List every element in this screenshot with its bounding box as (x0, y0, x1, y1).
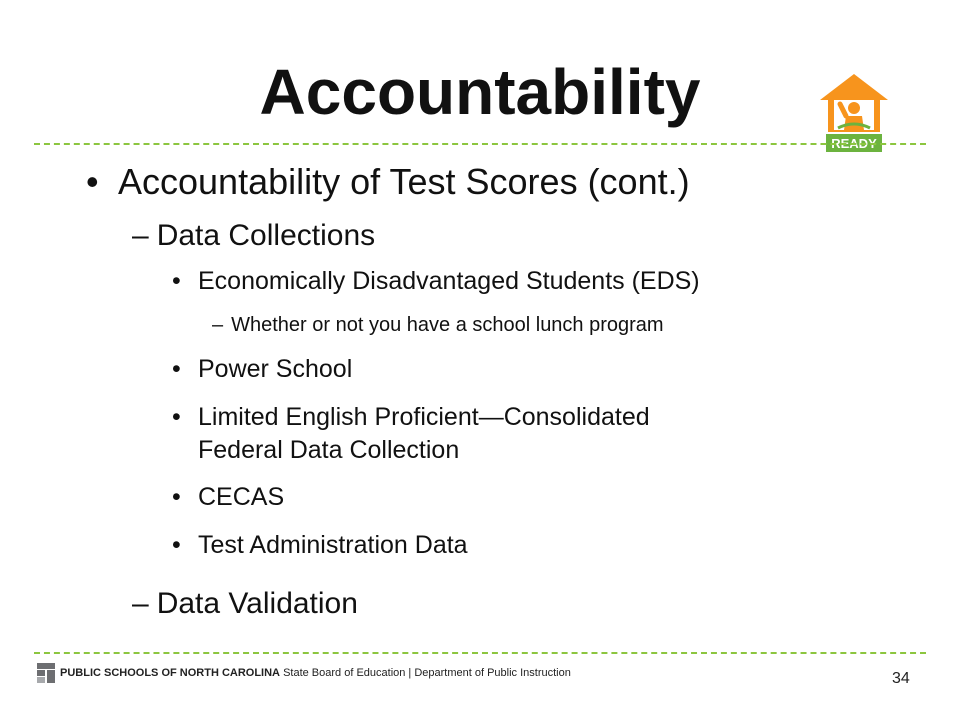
bullet-text: Test Administration Data (198, 531, 468, 559)
bullet-text: Accountability of Test Scores (cont.) (118, 161, 690, 202)
sub-item-text: Whether or not you have a school lunch program (231, 314, 664, 336)
slide-title: Accountability (259, 56, 701, 128)
dash-glyph: – (132, 587, 149, 620)
nc-dpi-mark-icon (36, 662, 56, 684)
bullet-text-line2: Federal Data Collection (198, 436, 460, 464)
sub-item-text: Data Collections (156, 219, 376, 252)
dash-glyph: – (132, 219, 149, 252)
sub-item-data-validation (132, 586, 358, 622)
sub-item-lunch-program (212, 312, 664, 338)
top-divider (34, 143, 926, 145)
bullet-glyph: • (172, 267, 181, 295)
sub-item-text: Data Validation (156, 587, 358, 620)
footer-text (60, 666, 571, 680)
footer-org: PUBLIC SCHOOLS OF NORTH CAROLINA (60, 667, 280, 679)
bullet-glyph: • (172, 483, 181, 511)
page-number: 34 (892, 670, 910, 687)
ready-house-reader-icon (820, 74, 888, 132)
dash-glyph: – (212, 314, 224, 336)
bullet-glyph: • (172, 531, 181, 559)
bullet-text-line1: Limited English Proficient—Consolidated (198, 403, 650, 431)
bullet-text: Economically Disadvantaged Students (EDS) (198, 267, 700, 295)
bullet-glyph: • (86, 161, 99, 202)
bullet-glyph: • (172, 355, 181, 383)
bottom-divider (34, 652, 926, 654)
sub-item-data-collections (132, 218, 375, 254)
bullet-text: Power School (198, 355, 353, 383)
footer-rest: State Board of Education | Department of Public Instruction (283, 667, 571, 679)
bullet-text: CECAS (198, 483, 285, 511)
logo-text: READY (831, 136, 877, 151)
bullet-glyph: • (172, 403, 181, 431)
